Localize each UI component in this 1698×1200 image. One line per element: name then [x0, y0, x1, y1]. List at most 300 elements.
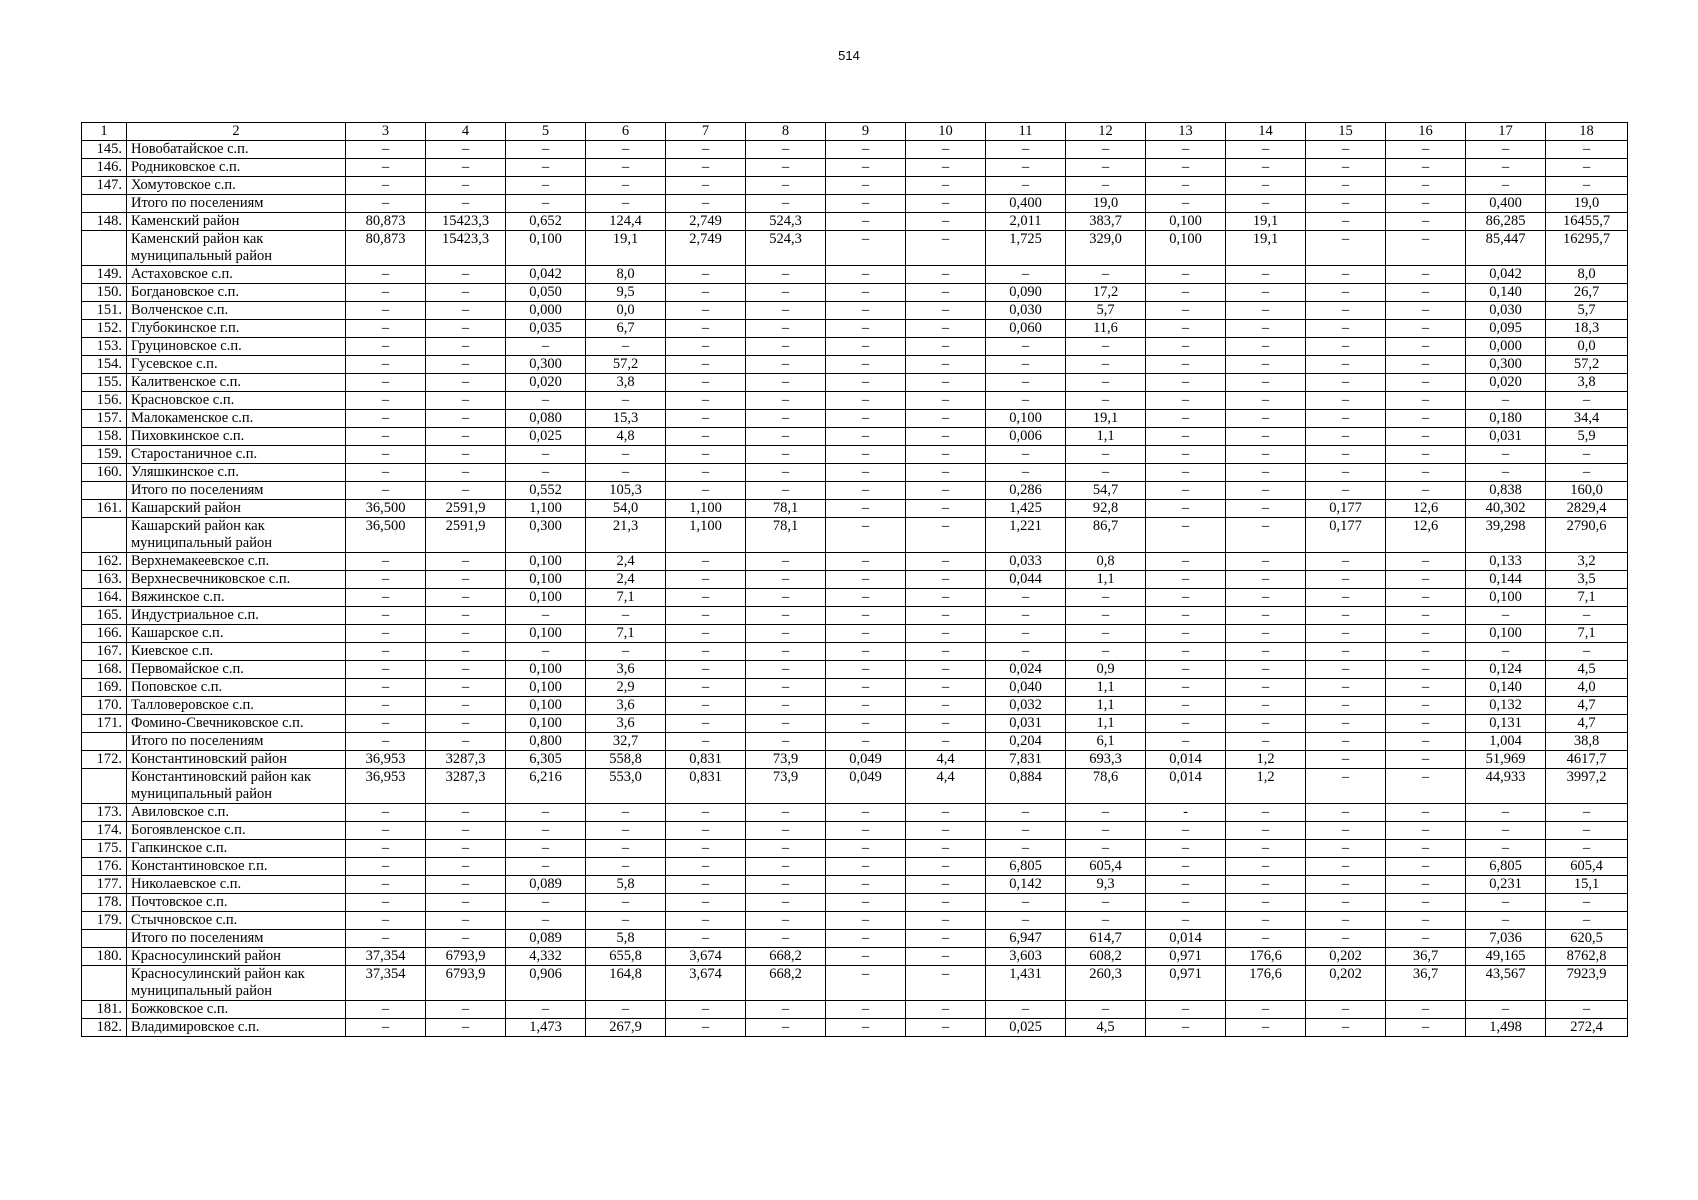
value-cell: –: [1226, 195, 1306, 213]
value-cell: 6793,9: [426, 966, 506, 1001]
value-cell: –: [586, 464, 666, 482]
value-cell: –: [1466, 804, 1546, 822]
value-cell: 0,035: [506, 320, 586, 338]
name-cell: Калитвенское с.п.: [127, 374, 346, 392]
value-cell: 4,8: [586, 428, 666, 446]
column-number-cell: 1: [82, 123, 127, 141]
value-cell: 3,8: [586, 374, 666, 392]
value-cell: –: [1386, 715, 1466, 733]
value-cell: 2,749: [666, 231, 746, 266]
value-cell: 2,749: [666, 213, 746, 231]
value-cell: –: [426, 1001, 506, 1019]
value-cell: –: [1546, 607, 1628, 625]
value-cell: 5,7: [1066, 302, 1146, 320]
value-cell: –: [906, 482, 986, 500]
row-number-cell: 182.: [82, 1019, 127, 1037]
value-cell: 6,805: [1466, 858, 1546, 876]
value-cell: –: [746, 661, 826, 679]
value-cell: –: [1226, 894, 1306, 912]
value-cell: –: [826, 266, 906, 284]
table-row: [82, 482, 1628, 500]
value-cell: –: [1386, 356, 1466, 374]
value-cell: 0,100: [506, 231, 586, 266]
value-cell: –: [1066, 894, 1146, 912]
value-cell: –: [1386, 589, 1466, 607]
value-cell: –: [906, 231, 986, 266]
value-cell: 0,049: [826, 751, 906, 769]
value-cell: 6,1: [1066, 733, 1146, 751]
value-cell: 19,0: [1066, 195, 1146, 213]
name-cell: Константиновский район как муниципальный район: [127, 769, 346, 804]
row-number-cell: 179.: [82, 912, 127, 930]
value-cell: –: [1306, 213, 1386, 231]
value-cell: –: [1146, 553, 1226, 571]
value-cell: –: [906, 410, 986, 428]
value-cell: 655,8: [586, 948, 666, 966]
value-cell: –: [1146, 464, 1226, 482]
value-cell: –: [1386, 553, 1466, 571]
value-cell: –: [826, 733, 906, 751]
table-row: [82, 733, 1628, 751]
value-cell: –: [426, 195, 506, 213]
value-cell: 6793,9: [426, 948, 506, 966]
value-cell: –: [826, 141, 906, 159]
value-cell: –: [1146, 320, 1226, 338]
value-cell: –: [426, 302, 506, 320]
value-cell: –: [426, 141, 506, 159]
table-row: [82, 697, 1628, 715]
value-cell: –: [346, 428, 426, 446]
value-cell: 6,947: [986, 930, 1066, 948]
value-cell: –: [746, 302, 826, 320]
value-cell: –: [506, 464, 586, 482]
value-cell: –: [506, 338, 586, 356]
value-cell: –: [1306, 356, 1386, 374]
value-cell: –: [1146, 697, 1226, 715]
value-cell: 36,7: [1386, 966, 1466, 1001]
value-cell: –: [746, 1019, 826, 1037]
value-cell: –: [1146, 159, 1226, 177]
value-cell: –: [666, 482, 746, 500]
value-cell: –: [986, 141, 1066, 159]
value-cell: 8762,8: [1546, 948, 1628, 966]
value-cell: –: [1306, 231, 1386, 266]
value-cell: –: [1466, 464, 1546, 482]
value-cell: 19,1: [1066, 410, 1146, 428]
value-cell: 7,1: [1546, 625, 1628, 643]
value-cell: –: [906, 446, 986, 464]
value-cell: 57,2: [586, 356, 666, 374]
value-cell: –: [666, 266, 746, 284]
value-cell: –: [906, 643, 986, 661]
name-cell: Константиновский район: [127, 751, 346, 769]
value-cell: –: [1306, 553, 1386, 571]
value-cell: –: [666, 625, 746, 643]
table-row: [82, 625, 1628, 643]
table-row: [82, 769, 1628, 804]
value-cell: –: [1306, 679, 1386, 697]
value-cell: –: [746, 625, 826, 643]
row-number-cell: 181.: [82, 1001, 127, 1019]
value-cell: –: [666, 374, 746, 392]
value-cell: –: [426, 643, 506, 661]
value-cell: –: [906, 858, 986, 876]
row-number-cell: 145.: [82, 141, 127, 159]
value-cell: –: [346, 643, 426, 661]
value-cell: –: [1146, 392, 1226, 410]
value-cell: 0,100: [1146, 213, 1226, 231]
value-cell: 0,030: [986, 302, 1066, 320]
value-cell: –: [1226, 141, 1306, 159]
value-cell: –: [986, 159, 1066, 177]
row-number-cell: 152.: [82, 320, 127, 338]
name-cell: Богоявленское с.п.: [127, 822, 346, 840]
value-cell: –: [906, 392, 986, 410]
value-cell: –: [1146, 284, 1226, 302]
value-cell: –: [826, 553, 906, 571]
value-cell: –: [586, 607, 666, 625]
value-cell: 0,000: [1466, 338, 1546, 356]
value-cell: –: [1146, 195, 1226, 213]
value-cell: –: [1146, 858, 1226, 876]
value-cell: –: [826, 302, 906, 320]
table-row: [82, 966, 1628, 1001]
value-cell: –: [506, 822, 586, 840]
value-cell: –: [746, 876, 826, 894]
value-cell: 0,089: [506, 876, 586, 894]
value-cell: –: [1226, 320, 1306, 338]
value-cell: 0,020: [1466, 374, 1546, 392]
name-cell: Гапкинское с.п.: [127, 840, 346, 858]
value-cell: –: [1226, 643, 1306, 661]
value-cell: –: [1306, 715, 1386, 733]
value-cell: 0,300: [506, 356, 586, 374]
value-cell: –: [1386, 392, 1466, 410]
value-cell: –: [746, 643, 826, 661]
value-cell: –: [826, 1019, 906, 1037]
value-cell: –: [506, 159, 586, 177]
value-cell: –: [1306, 446, 1386, 464]
value-cell: –: [426, 661, 506, 679]
value-cell: –: [1386, 571, 1466, 589]
value-cell: –: [346, 876, 426, 894]
value-cell: –: [746, 840, 826, 858]
value-cell: 0,100: [506, 715, 586, 733]
table-row: [82, 284, 1628, 302]
value-cell: –: [1306, 912, 1386, 930]
value-cell: –: [746, 320, 826, 338]
value-cell: –: [346, 284, 426, 302]
value-cell: –: [1306, 320, 1386, 338]
value-cell: –: [666, 338, 746, 356]
column-number-cell: 10: [906, 123, 986, 141]
value-cell: –: [346, 338, 426, 356]
value-cell: –: [426, 894, 506, 912]
value-cell: 15,1: [1546, 876, 1628, 894]
value-cell: 0,044: [986, 571, 1066, 589]
value-cell: 6,216: [506, 769, 586, 804]
value-cell: 524,3: [746, 213, 826, 231]
value-cell: –: [1386, 213, 1466, 231]
value-cell: 32,7: [586, 733, 666, 751]
value-cell: –: [426, 284, 506, 302]
value-cell: 15423,3: [426, 231, 506, 266]
value-cell: –: [1146, 482, 1226, 500]
value-cell: –: [1146, 625, 1226, 643]
value-cell: –: [666, 1019, 746, 1037]
value-cell: –: [1226, 553, 1306, 571]
value-cell: 5,8: [586, 876, 666, 894]
value-cell: 1,431: [986, 966, 1066, 1001]
value-cell: –: [426, 266, 506, 284]
column-number-cell: 12: [1066, 123, 1146, 141]
value-cell: –: [746, 464, 826, 482]
value-cell: –: [746, 410, 826, 428]
value-cell: –: [906, 338, 986, 356]
value-cell: –: [1386, 1019, 1466, 1037]
column-number-cell: 14: [1226, 123, 1306, 141]
value-cell: –: [1386, 231, 1466, 266]
value-cell: –: [1466, 177, 1546, 195]
value-cell: –: [746, 715, 826, 733]
value-cell: –: [426, 482, 506, 500]
table-row: [82, 571, 1628, 589]
value-cell: –: [746, 733, 826, 751]
value-cell: 0,100: [506, 661, 586, 679]
table-row: [82, 661, 1628, 679]
column-number-cell: 4: [426, 123, 506, 141]
row-number-cell: 163.: [82, 571, 127, 589]
value-cell: 0,9: [1066, 661, 1146, 679]
data-table: [81, 122, 1628, 1037]
value-cell: 3,603: [986, 948, 1066, 966]
value-cell: –: [666, 822, 746, 840]
value-cell: –: [1546, 804, 1628, 822]
value-cell: –: [586, 822, 666, 840]
value-cell: –: [1386, 751, 1466, 769]
value-cell: 0,838: [1466, 482, 1546, 500]
value-cell: 0,204: [986, 733, 1066, 751]
value-cell: –: [906, 571, 986, 589]
value-cell: –: [826, 607, 906, 625]
name-cell: Волченское с.п.: [127, 302, 346, 320]
value-cell: –: [666, 697, 746, 715]
name-cell: Итого по поселениям: [127, 930, 346, 948]
value-cell: –: [426, 679, 506, 697]
value-cell: –: [1386, 607, 1466, 625]
value-cell: 17,2: [1066, 284, 1146, 302]
value-cell: 176,6: [1226, 948, 1306, 966]
value-cell: 16455,7: [1546, 213, 1628, 231]
value-cell: 54,7: [1066, 482, 1146, 500]
value-cell: –: [1386, 930, 1466, 948]
value-cell: 49,165: [1466, 948, 1546, 966]
value-cell: –: [826, 822, 906, 840]
value-cell: 1,425: [986, 500, 1066, 518]
value-cell: –: [986, 1001, 1066, 1019]
value-cell: –: [1386, 876, 1466, 894]
value-cell: –: [1226, 679, 1306, 697]
value-cell: –: [1146, 428, 1226, 446]
value-cell: –: [1306, 482, 1386, 500]
value-cell: 7923,9: [1546, 966, 1628, 1001]
value-cell: –: [906, 464, 986, 482]
column-number-cell: 13: [1146, 123, 1226, 141]
value-cell: 4,4: [906, 751, 986, 769]
value-cell: –: [746, 930, 826, 948]
column-number-cell: 6: [586, 123, 666, 141]
value-cell: –: [746, 679, 826, 697]
value-cell: –: [1226, 1001, 1306, 1019]
value-cell: –: [1466, 446, 1546, 464]
value-cell: –: [1146, 607, 1226, 625]
column-number-cell: 17: [1466, 123, 1546, 141]
value-cell: 0,042: [1466, 266, 1546, 284]
name-cell: Глубокинское г.п.: [127, 320, 346, 338]
value-cell: –: [506, 894, 586, 912]
value-cell: –: [906, 518, 986, 553]
value-cell: –: [586, 643, 666, 661]
row-number-cell: 178.: [82, 894, 127, 912]
value-cell: –: [666, 912, 746, 930]
value-cell: 40,302: [1466, 500, 1546, 518]
value-cell: –: [1306, 589, 1386, 607]
value-cell: –: [826, 392, 906, 410]
value-cell: –: [506, 840, 586, 858]
value-cell: –: [666, 446, 746, 464]
value-cell: –: [1306, 159, 1386, 177]
value-cell: –: [346, 320, 426, 338]
value-cell: –: [1306, 625, 1386, 643]
value-cell: 3,8: [1546, 374, 1628, 392]
value-cell: 8,0: [1546, 266, 1628, 284]
value-cell: 605,4: [1546, 858, 1628, 876]
value-cell: –: [586, 392, 666, 410]
value-cell: –: [1306, 428, 1386, 446]
name-cell: Авиловское с.п.: [127, 804, 346, 822]
value-cell: –: [1146, 518, 1226, 553]
value-cell: 3997,2: [1546, 769, 1628, 804]
value-cell: 0,400: [1466, 195, 1546, 213]
value-cell: 6,805: [986, 858, 1066, 876]
name-cell: Поповское с.п.: [127, 679, 346, 697]
value-cell: –: [426, 356, 506, 374]
value-cell: 1,2: [1226, 769, 1306, 804]
value-cell: 51,969: [1466, 751, 1546, 769]
value-cell: –: [746, 446, 826, 464]
value-cell: –: [1546, 392, 1628, 410]
table-row: [82, 607, 1628, 625]
value-cell: –: [426, 733, 506, 751]
value-cell: –: [1386, 912, 1466, 930]
value-cell: 0,652: [506, 213, 586, 231]
value-cell: –: [346, 858, 426, 876]
value-cell: –: [906, 840, 986, 858]
table-row: [82, 840, 1628, 858]
value-cell: –: [826, 374, 906, 392]
value-cell: –: [1546, 822, 1628, 840]
row-number-cell: 154.: [82, 356, 127, 374]
value-cell: –: [746, 697, 826, 715]
name-cell: Первомайское с.п.: [127, 661, 346, 679]
value-cell: –: [1386, 195, 1466, 213]
table-row: [82, 751, 1628, 769]
value-cell: –: [1146, 266, 1226, 284]
value-cell: –: [346, 302, 426, 320]
value-cell: –: [1146, 840, 1226, 858]
value-cell: –: [746, 553, 826, 571]
value-cell: 0,014: [1146, 769, 1226, 804]
value-cell: –: [1386, 284, 1466, 302]
value-cell: –: [346, 553, 426, 571]
value-cell: 693,3: [1066, 751, 1146, 769]
value-cell: –: [1146, 876, 1226, 894]
table-row: [82, 302, 1628, 320]
value-cell: 21,3: [586, 518, 666, 553]
value-cell: –: [1466, 1001, 1546, 1019]
name-cell: Верхнесвечниковское с.п.: [127, 571, 346, 589]
column-number-cell: 16: [1386, 123, 1466, 141]
name-cell: Кашарское с.п.: [127, 625, 346, 643]
value-cell: 86,7: [1066, 518, 1146, 553]
value-cell: –: [426, 876, 506, 894]
value-cell: –: [826, 284, 906, 302]
value-cell: –: [1306, 195, 1386, 213]
value-cell: –: [906, 607, 986, 625]
value-cell: –: [1306, 804, 1386, 822]
value-cell: –: [746, 392, 826, 410]
value-cell: –: [746, 428, 826, 446]
value-cell: 36,500: [346, 500, 426, 518]
value-cell: –: [586, 858, 666, 876]
table-row: [82, 1019, 1628, 1037]
value-cell: –: [346, 571, 426, 589]
table-row: [82, 213, 1628, 231]
value-cell: –: [666, 356, 746, 374]
value-cell: –: [426, 930, 506, 948]
value-cell: 0,000: [506, 302, 586, 320]
value-cell: 383,7: [1066, 213, 1146, 231]
value-cell: –: [666, 284, 746, 302]
name-cell: Уляшкинское с.п.: [127, 464, 346, 482]
value-cell: –: [346, 589, 426, 607]
value-cell: –: [426, 553, 506, 571]
value-cell: –: [586, 141, 666, 159]
row-number-cell: [82, 966, 127, 1001]
value-cell: –: [346, 141, 426, 159]
row-number-cell: [82, 769, 127, 804]
name-cell: Хомутовское с.п.: [127, 177, 346, 195]
value-cell: –: [426, 320, 506, 338]
value-cell: –: [1226, 284, 1306, 302]
value-cell: –: [1306, 1019, 1386, 1037]
value-cell: 3,2: [1546, 553, 1628, 571]
table-row: [82, 679, 1628, 697]
value-cell: 2,4: [586, 571, 666, 589]
value-cell: –: [1306, 769, 1386, 804]
value-cell: 0,0: [586, 302, 666, 320]
value-cell: 1,004: [1466, 733, 1546, 751]
value-cell: –: [1546, 464, 1628, 482]
value-cell: 12,6: [1386, 500, 1466, 518]
value-cell: –: [506, 607, 586, 625]
value-cell: –: [986, 822, 1066, 840]
value-cell: –: [1466, 912, 1546, 930]
value-cell: –: [346, 625, 426, 643]
value-cell: 9,5: [586, 284, 666, 302]
row-number-cell: [82, 231, 127, 266]
value-cell: –: [906, 804, 986, 822]
